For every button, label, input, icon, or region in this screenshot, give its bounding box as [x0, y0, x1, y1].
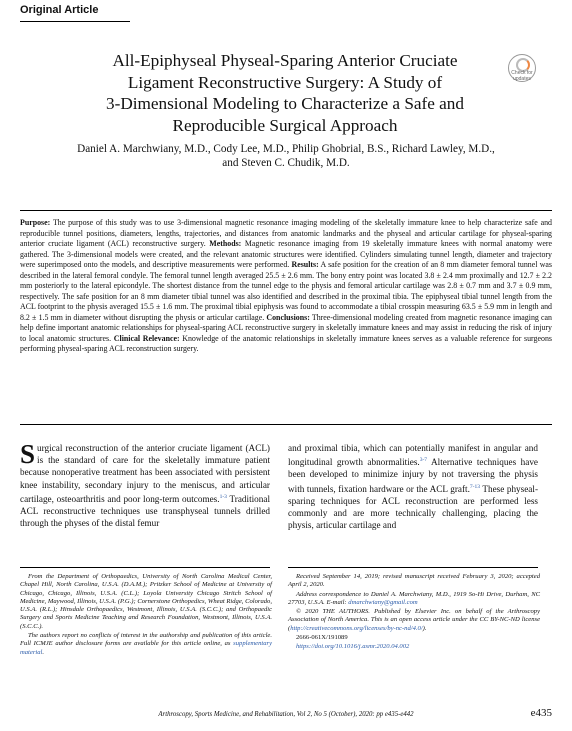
- reference-link[interactable]: 7-13: [469, 483, 480, 490]
- relevance-text: Knowledge of the anatomic relationships in skeletally immature knees serves as a valuable reference for surgeons performing physeal-sparing ACL reconstruction surgery.: [20, 333, 552, 353]
- conflicts-end: .: [42, 648, 45, 656]
- author-line: and Steven C. Chudik, M.D.: [222, 157, 350, 169]
- page-number: e435: [530, 707, 552, 719]
- copyright-end: ).: [422, 624, 427, 632]
- footnote-rule-right: [288, 567, 538, 568]
- author-line: Daniel A. Marchwiany, M.D., Cody Lee, M.D., Philip Ghobrial, B.S., Richard Lawley, M.D.,: [77, 143, 495, 155]
- footnote-rule-left: [20, 567, 270, 568]
- purpose-text: The purpose of this study was to use 3-dimensional magnetic resonance imaging modeling of the skeletally immature knee to help characterize safe and reproducible tunnel positions, diameters, lengths, trajectories, and distances from anatomic landmarks and the physeal and articular cartilage for physeal-sparing anterior cruciate ligament (ACL) reconstructive surgery.: [20, 218, 552, 248]
- license-link[interactable]: http://creativecommons.org/licenses/by-nc-nd/4.0/: [290, 624, 423, 632]
- correspondence: [288, 591, 540, 608]
- dropcap: S: [20, 439, 36, 469]
- reference-link[interactable]: 3-7: [419, 457, 428, 464]
- header-rule: [20, 21, 130, 22]
- results-label: Results:: [291, 260, 319, 269]
- title-line: 3-Dimensional Modeling to Characterize a Safe and: [106, 94, 464, 113]
- results-text: A safe position for the creation of an 8 mm diameter femoral tunnel was described in the lateral femoral condyle. The femoral tunnel length averaged 25.5 ± 2.6 mm. The bony entry point was located 3.8 ± 2.4 mm proximally and 12.7 ± 2.2 mm posteriorly to the lateral epicondyle. The shortest distance from the tunnel edge to the physis and femoral articular cartilage was 2.8 ± 0.7 mm and 3.7 ± 0.9 mm, respectively. The safe position for an 8 mm diameter tibial tunnel was also identified and described in the proximal tibia. The epiphyseal tibial tunnel length from the ACL footprint to the physis averaged 15.5 ± 1.6 mm. The proximal tibial epiphysis was found to accommodate a tibial crosspin measuring 63.5 ± 5.9 mm in length and 8.2 ± 1.5 mm in diameter without disrupting the physis or articular cartilage.: [20, 260, 552, 322]
- title-line: Reproducible Surgical Approach: [172, 115, 398, 135]
- author-list: [20, 142, 552, 170]
- body-text: Alternative techniques have been developed to minimize injury by not traversing the physis with tunnels, fixation hardware or the ACL graft.: [288, 457, 538, 494]
- body-text: urgical reconstruction of the anterior cruciate ligament (ACL) is the standard of care for the skeletally immature patient because nonoperative treatment has been associated with persistent knee instability, secondary injury to the meniscus, and articular cartilage, osteoarthritis and poor long-term outcomes.: [20, 443, 270, 504]
- doi-link[interactable]: https://doi.org/10.1016/j.asmr.2020.04.002: [296, 643, 410, 651]
- correspondence-text: Address correspondence to Daniel A. Marchwiany, M.D., 1919 So-Hi Drive, Durham, NC 27703, U.S.A. E-mail:: [288, 590, 540, 606]
- abstract-bottom-rule: [20, 424, 552, 425]
- relevance-label: Clinical Relevance:: [113, 333, 180, 343]
- copyright-text: © 2020 THE AUTHORS. Published by Elsevier Inc. on behalf of the Arthroscopy Association of North America. This is an open access article under the CC BY-NC-ND license (: [288, 608, 540, 632]
- supplementary-link[interactable]: supplementary material: [20, 640, 272, 656]
- conflicts-note: [20, 632, 272, 657]
- section-label: Original Article: [20, 4, 99, 16]
- footnotes-left: [20, 573, 272, 658]
- check-for-updates-badge[interactable]: [508, 54, 536, 82]
- conclusions-label: Conclusions:: [266, 312, 310, 322]
- body-column-left: [20, 439, 270, 529]
- abstract: [20, 218, 552, 355]
- badge-label: Check for updates: [511, 70, 533, 82]
- conclusions-text: Three-dimensional modeling created from magnetic resonance imaging can help define important anatomic relationships for physeal-sparing ACL reconstructive surgery in skeletally immature knees and may assist in reducing the risk of injury to local anatomic structures.: [20, 312, 552, 343]
- body-text: and proximal tibia, which can potentially manifest in angular and longitudinal growth abnormalities.: [288, 443, 538, 468]
- article-title: [40, 50, 530, 136]
- title-line: All-Epiphyseal Physeal-Sparing Anterior Cruciate: [112, 51, 458, 70]
- body-text: These physeal-sparing techniques for ACL reconstruction are performed less commonly and are more technically challenging, placing the physis, articular cartilage and: [288, 483, 538, 531]
- reference-link[interactable]: 1-3: [219, 493, 227, 500]
- issn: 2666-061X/191089: [296, 634, 348, 642]
- conflicts-text: The authors report no conflicts of interest in the authorship and publication of this article. Full ICMJE author disclosure forms are available for this article online, as: [20, 632, 272, 648]
- copyright: [288, 608, 540, 633]
- abstract-top-rule: [20, 210, 552, 211]
- methods-text: Magnetic resonance imaging from 19 skeletally immature knees with normal anatomy were gathered. The 3-dimensional models were created, and the relevant anatomic structures were identified. Cylinders simulating tunnel length, diameter and trajectory were superimposed onto the models, and descriptive measurements were performed.: [20, 239, 552, 269]
- journal-footer: Arthroscopy, Sports Medicine, and Rehabilitation, Vol 2, No 5 (October), 2020: pp e435-e442: [158, 711, 414, 718]
- title-line: Ligament Reconstructive Surgery: A Study of: [127, 72, 443, 92]
- methods-label: Methods:: [209, 239, 242, 248]
- body-text: Traditional ACL reconstructive techniques use transphyseal tunnels drilled through the physes of the distal femur: [20, 493, 270, 529]
- body-column-right: [288, 442, 538, 532]
- received-dates: Received September 14, 2019; revised manuscript received February 3, 2020; accepted April 2, 2020.: [288, 573, 540, 589]
- purpose-label: Purpose:: [20, 218, 51, 227]
- affiliations: From the Department of Orthopaedics, University of North Carolina Medical Center, Chapel Hill, North Carolina, U.S.A. (D.A.M.); Pritzker School of Medicine at University of Chicago, Chicago, Illinois, U.S.A. (C.L.); Loyola University Chicago Stritch School of Medicine, Maywood, Illinois, U.S.A. (P.G.); Cornerstone Orthopedics, Wheat Ridge, Colorado, U.S.A. (R.L.); Hinsdale Orthopaedics, Westmont, Illinois, U.S.A. (S.C.C.); and Orthopaedic Surgery and Sports Medicine Teaching and Research Foundation, Westmont, Illinois, U.S.A. (S.C.C.).: [20, 573, 272, 630]
- footnotes-right: [288, 573, 540, 653]
- email-link[interactable]: dmarchwiany@gmail.com: [348, 598, 418, 606]
